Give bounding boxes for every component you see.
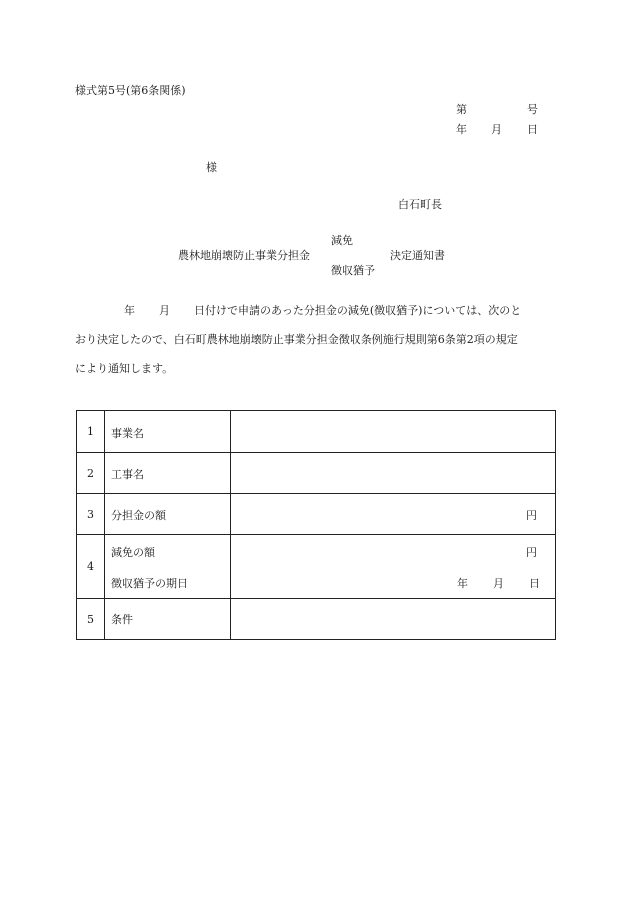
body-text-line-2: おり決定したので、白石町農林地崩壊防止事業分担金徴収条例施行規則第6条第2項の規定 [75, 333, 518, 346]
row-number: 2 [77, 453, 105, 493]
due-date-day-label: 日 [529, 577, 540, 590]
title-main: 農林地崩壊防止事業分担金 [178, 249, 310, 262]
document-number-prefix: 第 [456, 103, 467, 116]
due-date-year-label: 年 [457, 577, 468, 590]
row-value-cell [231, 535, 555, 598]
body-month-label: 月 [159, 304, 170, 317]
row-value-cell [231, 494, 555, 534]
row-label: 条件 [111, 613, 133, 626]
sender-name: 白石町長 [398, 198, 442, 211]
table-row [77, 494, 555, 535]
title-suffix: 決定通知書 [390, 249, 445, 262]
title-option-exemption: 減免 [331, 234, 353, 247]
table-row [77, 453, 555, 494]
row-label-cell [105, 411, 231, 452]
due-date-month-label: 月 [493, 577, 504, 590]
date-month-label: 月 [491, 123, 502, 136]
row-label: 分担金の額 [111, 509, 166, 522]
table-row [77, 411, 555, 453]
row-label-cell [105, 494, 231, 534]
title-option-deferral: 徴収猶予 [331, 264, 375, 277]
form-number: 様式第5号(第6条関係) [75, 84, 186, 97]
row-label: 工事名 [111, 468, 144, 481]
row-number: 4 [77, 535, 105, 598]
row-value-cell [231, 453, 555, 493]
details-table [76, 410, 556, 640]
row-number: 1 [77, 411, 105, 452]
row-label-cell [105, 453, 231, 493]
date-year-label: 年 [456, 123, 467, 136]
row-value-cell [231, 411, 555, 452]
body-text-line-3: により通知します。 [75, 362, 174, 375]
row-label-secondary: 徴収猶予の期日 [111, 577, 188, 590]
row-label-cell [105, 599, 231, 639]
row-label-cell [105, 535, 231, 598]
yen-unit-label: 円 [526, 546, 537, 559]
document-number-suffix: 号 [527, 103, 538, 116]
row-number: 3 [77, 494, 105, 534]
table-row [77, 599, 555, 639]
body-text-line-1-rest: 日付けで申請のあった分担金の減免(徴収猶予)については、次のと [194, 304, 522, 317]
body-text-line-1 [124, 304, 521, 318]
row-label: 減免の額 [111, 546, 155, 559]
date-day-label: 日 [527, 123, 538, 136]
yen-unit-label: 円 [526, 509, 537, 522]
table-row [77, 535, 555, 599]
addressee-honorific: 様 [206, 161, 217, 174]
row-label: 事業名 [111, 427, 144, 440]
row-number: 5 [77, 599, 105, 639]
body-year-label: 年 [124, 304, 135, 317]
row-value-cell [231, 599, 555, 639]
